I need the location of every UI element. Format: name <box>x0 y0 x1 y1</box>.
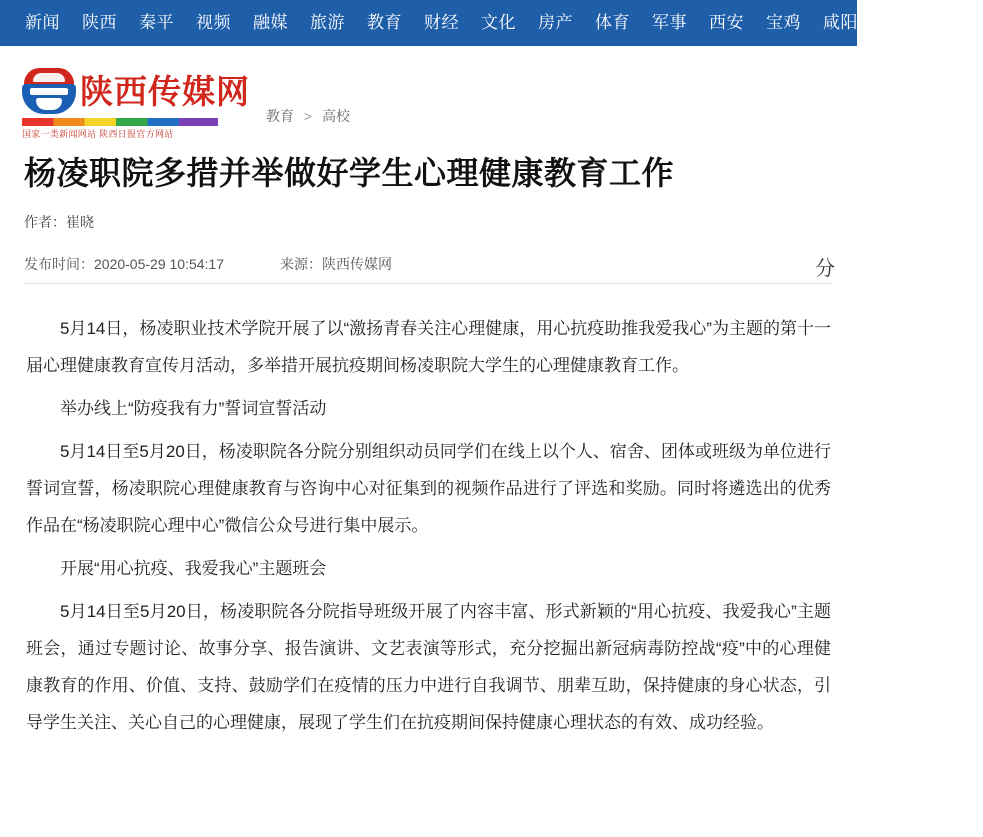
nav-item-9[interactable]: 房产 <box>538 13 573 32</box>
nav-item-0[interactable]: 新闻 <box>25 13 60 32</box>
page-title: 杨凌职院多措并举做好学生心理健康教育工作 <box>24 155 675 191</box>
article-author: 作者：崔晓 <box>24 214 94 230</box>
rainbow-bar-icon <box>22 118 218 126</box>
site-logo-subtitle: 国家一类新闻网站 陕西日报官方网站 <box>22 129 174 139</box>
site-logo-text: 陕西传媒网 <box>80 75 250 111</box>
top-navigation-bar <box>0 0 972 46</box>
nav-item-16[interactable]: 渭南 <box>937 13 972 32</box>
publish-time: 发布时间：2020-05-29 10:54:17 <box>24 255 224 272</box>
site-header <box>0 46 857 142</box>
article-paragraph-0: 5月14日，杨凌职业技术学院开展了以“激扬青春关注心理健康，用心抗疫助推我爱我心”为主题的第十一届心理健康教育宣传月活动，多举措开展抗疫期间杨凌职院大学生的心理健康教育工作。 <box>26 319 831 375</box>
article-paragraph-2: 5月14日至5月20日，杨凌职院各分院分别组织动员同学们在线上以个人、宿舍、团体或班级为单位进行誓词宣誓，杨凌职院心理健康教育与咨询中心对征集到的视频作品进行了评选和奖励。同时将遴选出的优秀作品在“杨凌职院心理中心”微信公众号进行集中展示。 <box>26 442 831 535</box>
nav-item-3[interactable]: 视频 <box>196 13 231 32</box>
page-title-wrap <box>0 142 857 196</box>
article-source: 来源：陕西传媒网 <box>280 255 392 272</box>
nav-item-7[interactable]: 财经 <box>424 13 459 32</box>
article-paragraph-4: 5月14日至5月20日，杨凌职院各分院指导班级开展了内容丰富、形式新颖的“用心抗疫、我爱我心”主题班会，通过专题讨论、故事分享、报告演讲、文艺表演等形式，充分挖掘出新冠病毒防控战“疫”中的心理健康教育的作用、价值、支持、鼓励学们在疫情的压力中进行自我调节、朋辈互助，保持健康的身心状态，引导学生关注、关心自己的心理健康，展现了学生们在抗疫期间保持健康心理状态的有效、成功经验。 <box>26 602 831 732</box>
nav-item-12[interactable]: 西安 <box>709 13 744 32</box>
nav-item-6[interactable]: 教育 <box>367 13 402 32</box>
article-meta <box>24 246 833 284</box>
breadcrumb-item-0[interactable]: 教育 <box>266 108 294 124</box>
nav-item-11[interactable]: 军事 <box>652 13 687 32</box>
shaanxi-media-logo-icon <box>22 68 76 116</box>
breadcrumb <box>266 106 350 126</box>
site-logo[interactable] <box>22 68 250 139</box>
article-page <box>0 46 857 837</box>
nav-item-15[interactable]: 铜川 <box>880 13 915 32</box>
breadcrumb-item-1[interactable]: 高校 <box>321 108 350 124</box>
nav-item-2[interactable]: 秦平 <box>139 13 174 32</box>
share-button[interactable]: 分 <box>815 258 835 280</box>
nav-item-1[interactable]: 陕西 <box>82 13 117 32</box>
nav-item-14[interactable]: 咸阳 <box>823 13 858 32</box>
nav-item-4[interactable]: 融媒 <box>253 13 288 32</box>
breadcrumb-separator: > <box>303 108 313 124</box>
nav-item-10[interactable]: 体育 <box>595 13 630 32</box>
nav-item-13[interactable]: 宝鸡 <box>766 13 801 32</box>
nav-item-5[interactable]: 旅游 <box>310 13 345 32</box>
article-body <box>0 284 857 741</box>
article-paragraph-3: 开展“用心抗疫、我爱我心”主题班会 <box>60 559 327 578</box>
nav-item-8[interactable]: 文化 <box>481 13 516 32</box>
article-paragraph-1: 举办线上“防疫我有力”誓词宣誓活动 <box>60 399 327 418</box>
